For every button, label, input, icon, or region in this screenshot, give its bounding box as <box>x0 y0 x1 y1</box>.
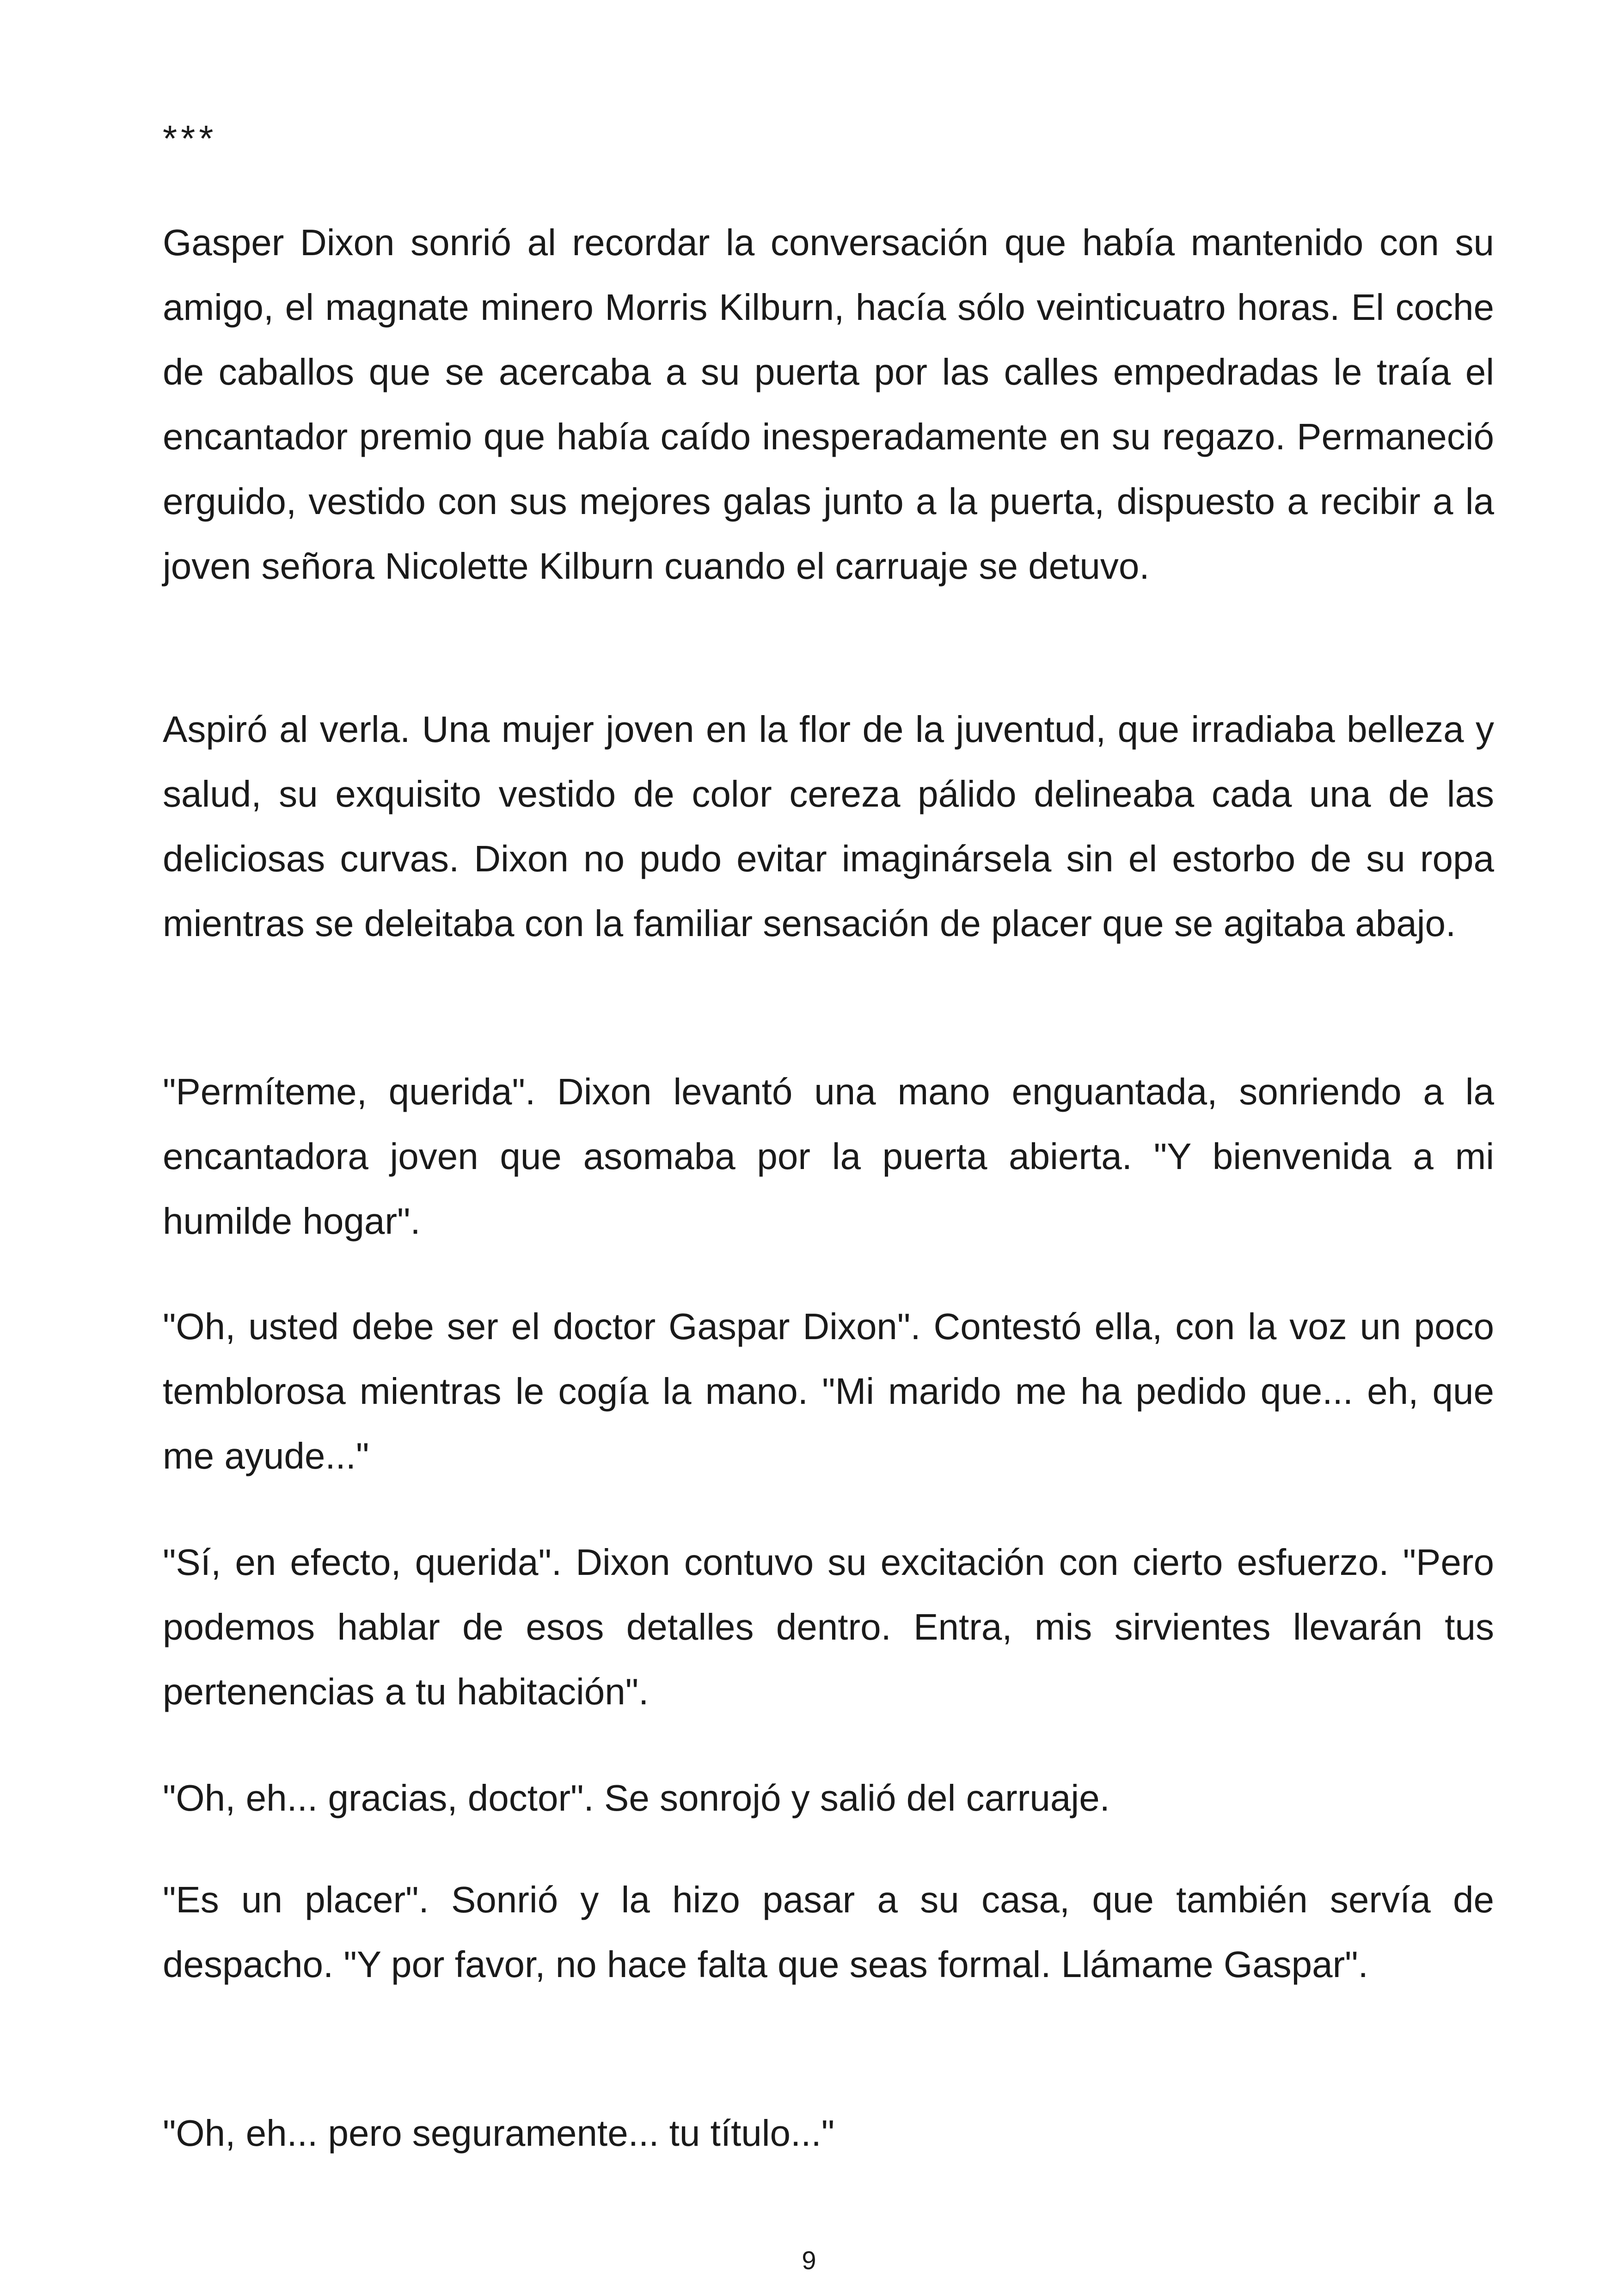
paragraph: "Oh, eh... gracias, doctor". Se sonrojó y salió del carruaje. <box>163 1777 1110 1818</box>
paragraph: "Permíteme, querida". Dixon levantó una mano enguantada, sonriendo a la encantadora joven que asomaba por la puerta abierta. "Y bienvenida a mi humilde hogar". <box>163 1071 1494 1242</box>
paragraph: "Sí, en efecto, querida". Dixon contuvo su excitación con cierto esfuerzo. "Pero podemos hablar de esos detalles dentro. Entra, mis sirvientes llevarán tus pertenencias a tu habitación". <box>163 1542 1494 1712</box>
page-number: 9 <box>802 2246 816 2275</box>
paragraph: "Oh, eh... pero seguramente... tu título..." <box>163 2112 835 2154</box>
paragraph: Aspiró al verla. Una mujer joven en la flor de la juventud, que irradiaba belleza y salud, su exquisito vestido de color cereza pálido delineaba cada una de las deliciosas curvas. Dixon no pudo evitar imaginársela sin el estorbo de su ropa mientras se deleitaba con la familiar sensación de placer que se agitaba abajo. <box>163 709 1494 944</box>
section-separator: *** <box>163 118 217 159</box>
paragraph: "Es un placer". Sonrió y la hizo pasar a su casa, que también servía de despacho. "Y por favor, no hace falta que seas formal. Llámame Gaspar". <box>163 1879 1494 1985</box>
paragraph: Gasper Dixon sonrió al recordar la conversación que había mantenido con su amigo, el magnate minero Morris Kilburn, hacía sólo veinticuatro horas. El coche de caballos que se acercaba a su puerta por las calles empedradas le traía el encantador premio que había caído inesperadamente en su regazo. Permaneció erguido, vestido con sus mejores galas junto a la puerta, dispuesto a recibir a la joven señora Nicolette Kilburn cuando el carruaje se detuvo. <box>163 222 1494 587</box>
paragraph: "Oh, usted debe ser el doctor Gaspar Dixon". Contestó ella, con la voz un poco temblorosa mientras le cogía la mano. "Mi marido me ha pedido que... eh, que me ayude..." <box>163 1306 1494 1476</box>
